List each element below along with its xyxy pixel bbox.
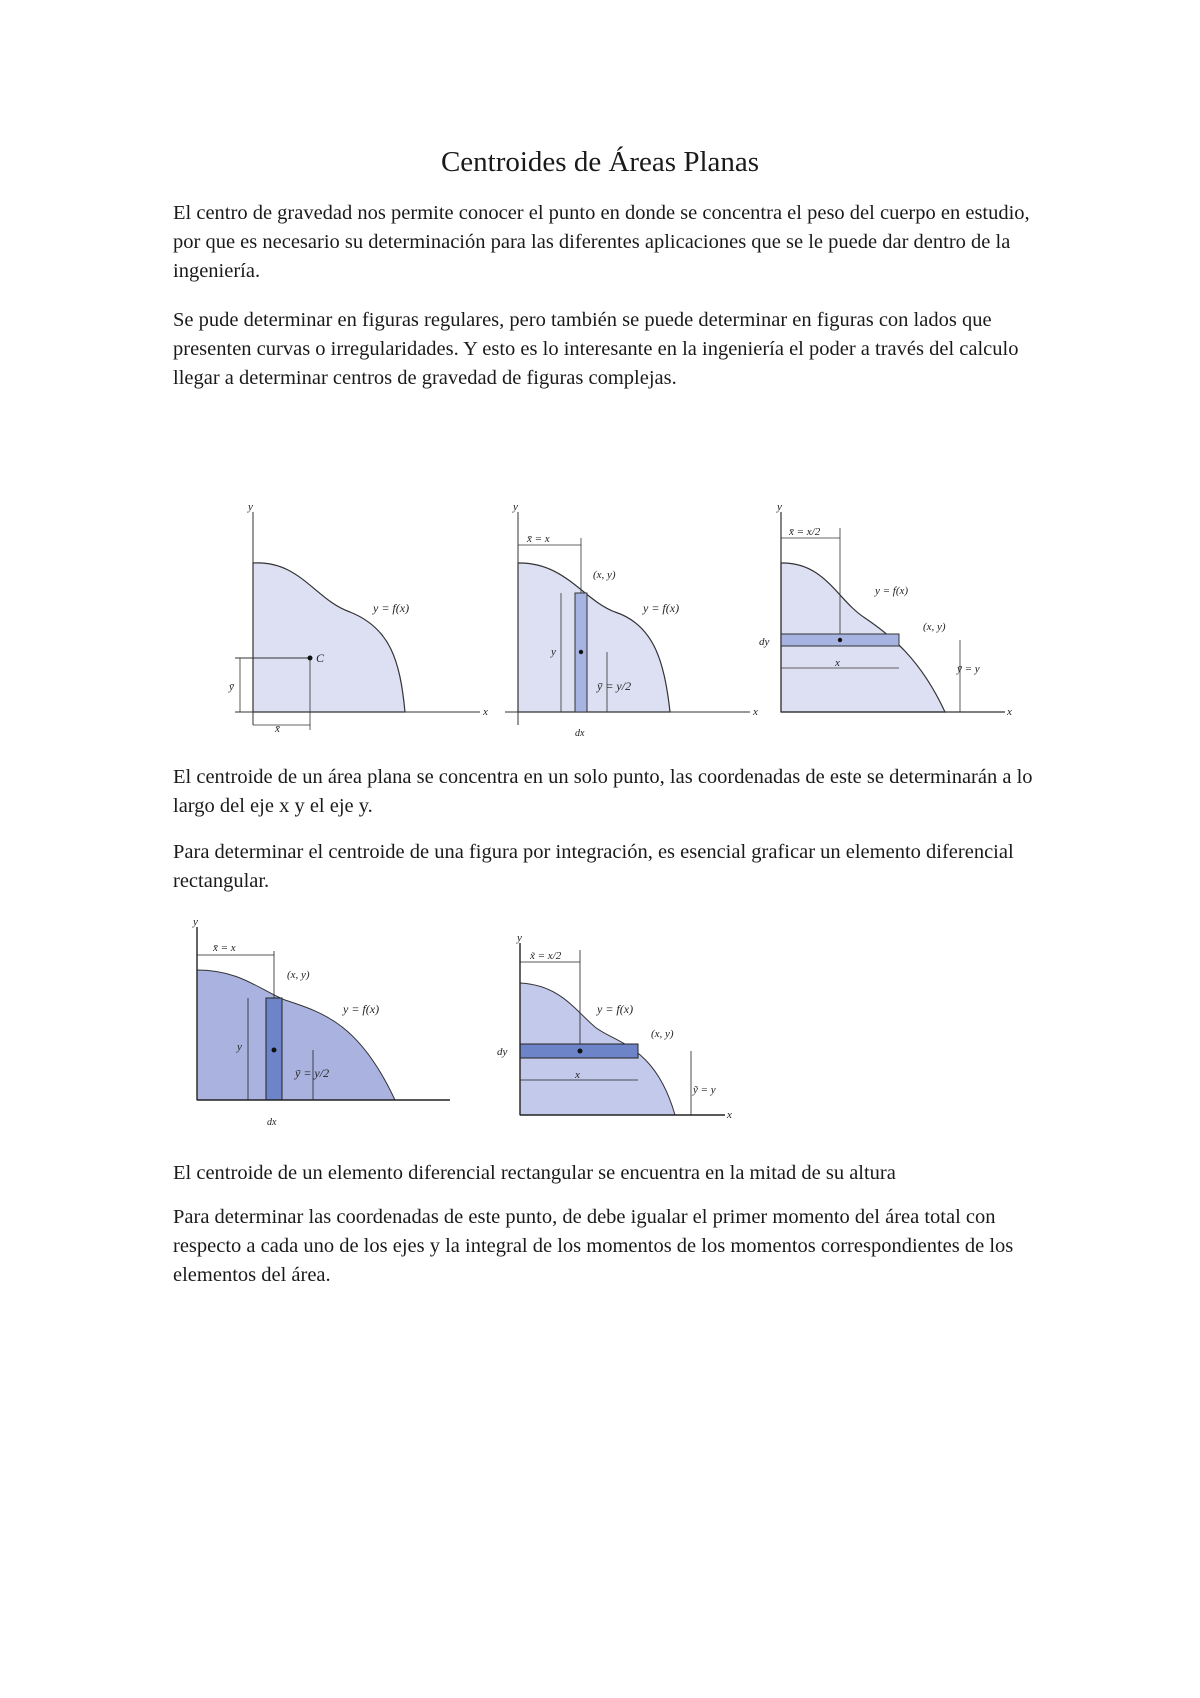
fig-e-ybar-eq: ỹ = y [693,1084,716,1096]
figure-row-2 [185,915,765,1130]
fig-c-dy-label: dy [759,636,770,648]
fig-b-point-label: (x, y) [593,569,616,581]
figure-horizontal-element [759,501,1012,718]
figure-centroid-C [228,501,488,735]
fig-d-ybar-eq: ȳ = y/2 [295,1066,330,1080]
fig-c-xbar-eq: x̄ = x/2 [789,526,821,538]
fig-b-curve-label: y = f(x) [643,601,680,615]
fig-d-height-label: y [237,1041,242,1053]
fig-b-dx-label: dx [575,728,585,739]
figure-row-1 [215,500,1015,740]
fig-a-ybar-label: ȳ [229,681,234,693]
fig-e-dy-label: dy [497,1046,508,1058]
fig-e-x-axis: x [727,1109,732,1121]
fig-a-y-axis: y [248,501,253,513]
figure-vertical-element-shaded [192,916,450,1128]
fig-c-x-axis: x [1007,706,1012,718]
paragraph-irregular-figures: Se pude determinar en figuras regulares, pero también se puede determinar en figuras con lados que presenten curvas o irregularidades. Y esto es lo interesante en la ingeniería el poder a través del calculo llegar a determinar centros de gravedad de figuras complejas. [173,309,1019,389]
fig-b-ybar-eq: ȳ = y/2 [597,679,632,693]
fig-b-xbar-eq: x̄ = x [527,533,550,545]
fig-b-x-axis: x [753,706,758,718]
fig-c-curve-label: y = f(x) [875,585,909,597]
fig-e-length-label: x [575,1069,580,1081]
fig-a-centroid-label: C [316,651,325,665]
fig-d-y-axis: y [193,916,198,928]
page-title: Centroides de Áreas Planas [440,146,760,178]
fig-d-dx-label: dx [267,1117,277,1128]
paragraph-first-moment: Para determinar las coordenadas de este punto, de debe igualar el primer momento del área total con respecto a cada uno de los ejes y la integral de los momentos de los momentos correspondientes de los elementos del área. [173,1206,1014,1286]
paragraph-centroid-point: El centroide de un área plana se concentra en un solo punto, las coordenadas de este se determinarán a lo largo del eje x y el eje y. [173,766,1033,817]
paragraph-integration: Para determinar el centroide de una figura por integración, es esencial graficar un elemento diferencial rectangular. [173,841,1014,892]
paragraph-intro: El centro de gravedad nos permite conocer el punto en donde se concentra el peso del cuerpo en estudio, por que es necesario su determinación para las diferentes aplicaciones que se le puede dar dentro de la ingeniería. [173,202,1030,282]
fig-d-xbar-eq: x̄ = x [213,942,236,954]
fig-c-length-label: x [835,657,840,669]
fig-c-ybar-eq: ȳ = y [957,663,980,675]
fig-d-point-label: (x, y) [287,969,310,981]
fig-c-y-axis: y [777,501,782,513]
fig-c-point-label: (x, y) [923,621,946,633]
fig-e-xbar-eq: x̃ = x/2 [530,950,562,962]
fig-b-height-label: y [551,646,556,658]
fig-d-curve-label: y = f(x) [343,1002,380,1016]
figure-horizontal-element-shaded [497,932,732,1121]
fig-e-point-label: (x, y) [651,1028,674,1040]
fig-a-x-axis: x [483,706,488,718]
fig-e-curve-label: y = f(x) [597,1002,634,1016]
fig-a-curve-label: y = f(x) [373,601,410,615]
fig-b-y-axis: y [513,501,518,513]
fig-e-y-axis: y [517,932,522,944]
paragraph-element-centroid: El centroide de un elemento diferencial rectangular se encuentra en la mitad de su altura [173,1162,896,1184]
figure-vertical-element [505,501,758,739]
fig-a-xbar-label: x̄ [275,723,280,735]
